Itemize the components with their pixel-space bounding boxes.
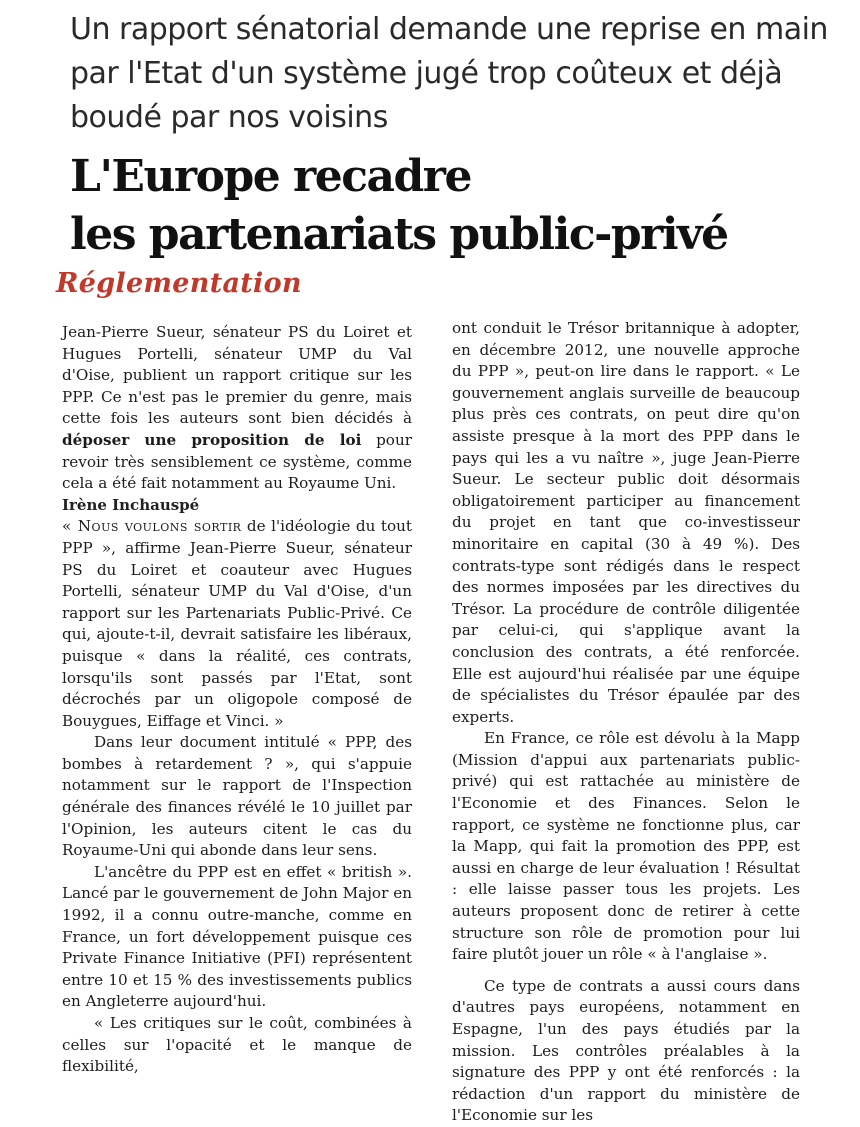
paragraph-1-lead: « Nous voulons sortir bbox=[62, 517, 242, 536]
article-kicker: Un rapport sénatorial demande une reprise en main par l'Etat d'un système jugé trop coûteux et déjà boudé par nos voisins bbox=[70, 12, 828, 135]
article-column-left bbox=[62, 322, 412, 1078]
paragraph-2: Dans leur document intitulé « PPP, des bombes à retardement ? », qui s'appuie notamment sur le rapport de l'Inspection générale des finances révélé le 10 juillet par l'Opinion, les auteurs citent le cas du Royaume-Uni qui abonde dans leur sens. bbox=[62, 733, 412, 860]
paragraph-5: ont conduit le Trésor britannique à adopter, en décembre 2012, une nouvelle approche du PPP », peut-on lire dans le rapport. « Le gouvernement anglais surveille de beaucoup plus près ces contrats, on peut dire qu'on assiste presque à la mort des PPP dans le pays qui les a vu naître », juge Jean-Pierre Sueur. Le secteur public doit désormais obligatoirement participer au financement du projet en tant que co-investisseur minoritaire en capital (30 à 49 %). Des contrats-type sont rédigés dans le respect des normes imposées par les directives du Trésor. La procédure de contrôle diligentée par celui-ci, qui s'applique avant la conclusion des contrats, a été renforcée. Elle est aujourd'hui réalisée par une équipe de spécialistes du Trésor épaulée par des experts. bbox=[452, 319, 800, 726]
paragraph-4: « Les critiques sur le coût, combinées à celles sur l'opacité et le manque de flexibilité, bbox=[62, 1014, 412, 1076]
paragraph-1 bbox=[62, 516, 412, 732]
chapo-bold-text: déposer une proposition de loi bbox=[62, 430, 362, 449]
paragraph-3: L'ancêtre du PPP est en effet « british ». Lancé par le gouvernement de John Major en 1992, il a connu outre-manche, comme en France, un fort développement puisque ces Private Finance Initiative (PFI) représentent entre 10 et 15 % des investissements publics en Angleterre aujourd'hui. bbox=[62, 862, 412, 1011]
paragraph-7: Ce type de contrats a aussi cours dans d'autres pays européens, notamment en Espagne, l'un des pays étudiés par la mission. Les contrôles préalables à la signature des PPP y ont été renforcés : la rédaction d'un rapport du ministère de l'Economie sur les bbox=[452, 976, 800, 1125]
headline-line-1: L'Europe recadre bbox=[70, 151, 471, 202]
article-chapo bbox=[62, 322, 412, 495]
paragraph-6: En France, ce rôle est dévolu à la Mapp (Mission d'appui aux partenariats public-privé) qui est rattachée au ministère de l'Economie et des Finances. Selon le rapport, ce système ne fonctionne plus, car la Mapp, qui fait la promotion des PPP, est aussi en charge de leur évaluation ! Résultat : elle laisse passer tous les projets. Les auteurs proposent donc de retirer à cette structure son rôle de promotion pour lui faire plutôt jouer un rôle « à l'anglaise ». bbox=[452, 729, 800, 964]
chapo-text-1: Jean-Pierre Sueur, sénateur PS du Loiret et Hugues Portelli, sénateur UMP du Val d'Oise, publient un rapport critique sur les PPP. Ce n'est pas le premier du genre, mais cette fois les auteurs sont bien décidés à bbox=[62, 323, 412, 428]
article-byline: Irène Inchauspé bbox=[62, 495, 200, 514]
chapo-text-2: pour revoir très sensiblement ce système, comme cela a été fait notamment au Royaume Uni. bbox=[62, 430, 412, 493]
article-column-right bbox=[452, 318, 800, 1127]
headline-line-2: les partenariats public-privé bbox=[70, 209, 728, 260]
paragraph-1-text: de l'idéologie du tout PPP », affirme Jean-Pierre Sueur, sénateur PS du Loiret et coauteur avec Hugues Portelli, sénateur UMP du Val d'Oise, d'un rapport sur les Partenariats Public-Privé. Ce qui, ajoute-t-il, devrait satisfaire les libéraux, puisque « dans la réalité, ces contrats, lorsqu'ils sont passés par l'Etat, sont décrochés par un oligopole composé de Bouygues, Eiffage et Vinci. » bbox=[62, 517, 412, 730]
article-headline bbox=[70, 148, 850, 264]
section-rubric: Réglementation bbox=[56, 268, 302, 299]
